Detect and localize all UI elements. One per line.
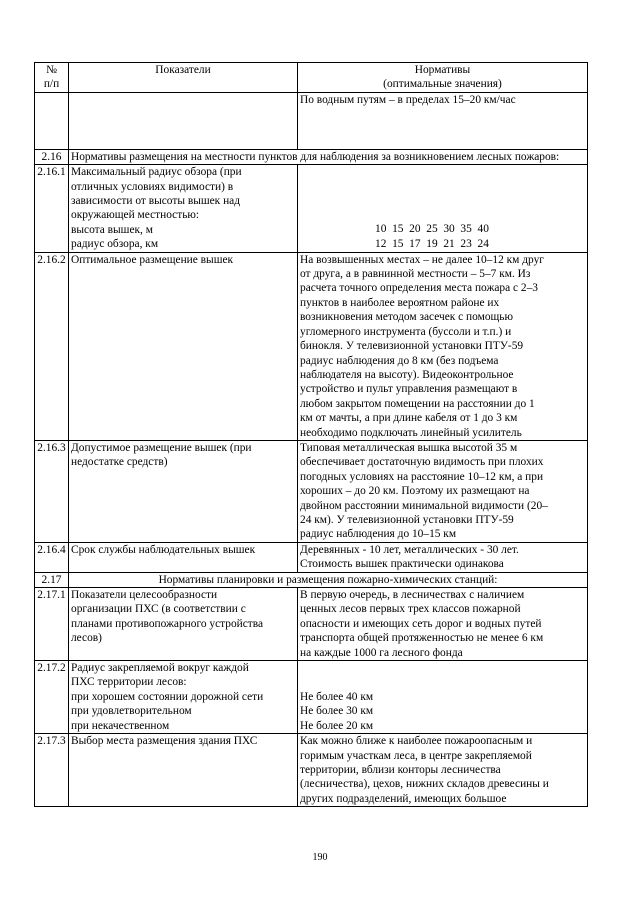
row-indicator: Показатели целесообразности организации ПХС (в соответствии с планами противопожарного устройства лесов) (69, 588, 298, 661)
row-number: 2.16 (35, 149, 69, 164)
row-value (298, 165, 588, 252)
table-row (35, 252, 588, 440)
row-value: В первую очередь, в лесничествах с наличием ценных лесов первых трех классов пожарной опасности и имеющих сеть дорог и водных путей транспорта общей протяженностью не менее 6 км на каждые 1000 га лесного фонда (298, 588, 588, 661)
row-value: Как можно ближе к наиболее пожароопасным и горимым участкам леса, в центре закрепляемой территории, вблизи конторы лесничества (лесничества), цехов, нижних складов древесины и других подразделений, имеющих большое (298, 734, 588, 807)
row-indicator: Оптимальное размещение вышек (69, 252, 298, 440)
row-value (298, 661, 588, 734)
header-number: № п/п (35, 63, 69, 93)
norms-table (34, 62, 588, 807)
row-value: Деревянных - 10 лет, металлических - 30 лет. Стоимость вышек практически одинакова (298, 542, 588, 572)
tower-heights: 10 15 20 25 30 35 40 (375, 223, 489, 236)
radius-values: Не более 40 км Не более 30 км Не более 20 км (300, 691, 374, 732)
table-row (35, 661, 588, 734)
view-radii: 12 15 17 19 21 23 24 (375, 237, 489, 250)
row-number: 2.16.2 (35, 252, 69, 440)
row-value: На возвышенных местах – не далее 10–12 км друг от друга, а в равнинной местности – 5–7 км. Из расчета точного определения места пожара с 2–3 пунктов в наиболее вероятном районе их возникновения методом засечек с помощью угломерного инструмента (буссоли и т.п.) и бинокля. У телевизионной установки ПТУ-59 радиус наблюдения до 8 км (без подъема наблюдателя на высоту). Видеоконтрольное устройство и пульт управления размещают в любом закрытом помещении на расстоянии до 1 км от мачты, а при длине кабеля от 1 до 3 км необходимо подключать линейный усилитель (298, 252, 588, 440)
row-number: 2.17.3 (35, 734, 69, 807)
table-row (35, 588, 588, 661)
row-indicator: Срок службы наблюдательных вышек (69, 542, 298, 572)
header-norms: Нормативы (оптимальные значения) (298, 63, 588, 93)
table-section-row (35, 149, 588, 164)
row-number: 2.17.2 (35, 661, 69, 734)
section-title: Нормативы размещения на местности пунктов для наблюдения за возникновением лесных пожаров: (69, 149, 588, 164)
row-value: Типовая металлическая вышка высотой 35 м обеспечивает достаточную видимость при плохих погодных условиях на расстояние 10–12 км, а при хороших – до 20 км. Поэтому их размещают на двойном расстоянии минимальной видимости (20– 24 км). У телевизионной установки ПТУ-59 радиус наблюдения до 10–15 км (298, 440, 588, 542)
table-header-row (35, 63, 588, 93)
cell-value: По водным путям – в пределах 15–20 км/час (298, 92, 588, 149)
table-row (35, 542, 588, 572)
cell-indicator (69, 92, 298, 149)
table-row (35, 734, 588, 807)
row-indicator: Радиус закрепляемой вокруг каждой ПХС территории лесов: при хорошем состоянии дорожной сети при удовлетворительном при некачественном (69, 661, 298, 734)
cell-number (35, 92, 69, 149)
row-number: 2.16.3 (35, 440, 69, 542)
row-number: 2.16.1 (35, 165, 69, 252)
row-number: 2.16.4 (35, 542, 69, 572)
row-indicator: Выбор места размещения здания ПХС (69, 734, 298, 807)
row-indicator: Допустимое размещение вышек (при недостатке средств) (69, 440, 298, 542)
page-number: 190 (312, 852, 328, 863)
table-section-row (35, 572, 588, 587)
row-number: 2.17.1 (35, 588, 69, 661)
row-indicator: Максимальный радиус обзора (при отличных условиях видимости) в зависимости от высоты вышек над окружающей местностью: высота вышек, м радиус обзора, км (69, 165, 298, 252)
row-number: 2.17 (35, 572, 69, 587)
table-row (35, 165, 588, 252)
section-title: Нормативы планировки и размещения пожарно-химических станций: (69, 572, 588, 587)
header-indicators: Показатели (69, 63, 298, 93)
table-row-continuation (35, 92, 588, 149)
table-row (35, 440, 588, 542)
